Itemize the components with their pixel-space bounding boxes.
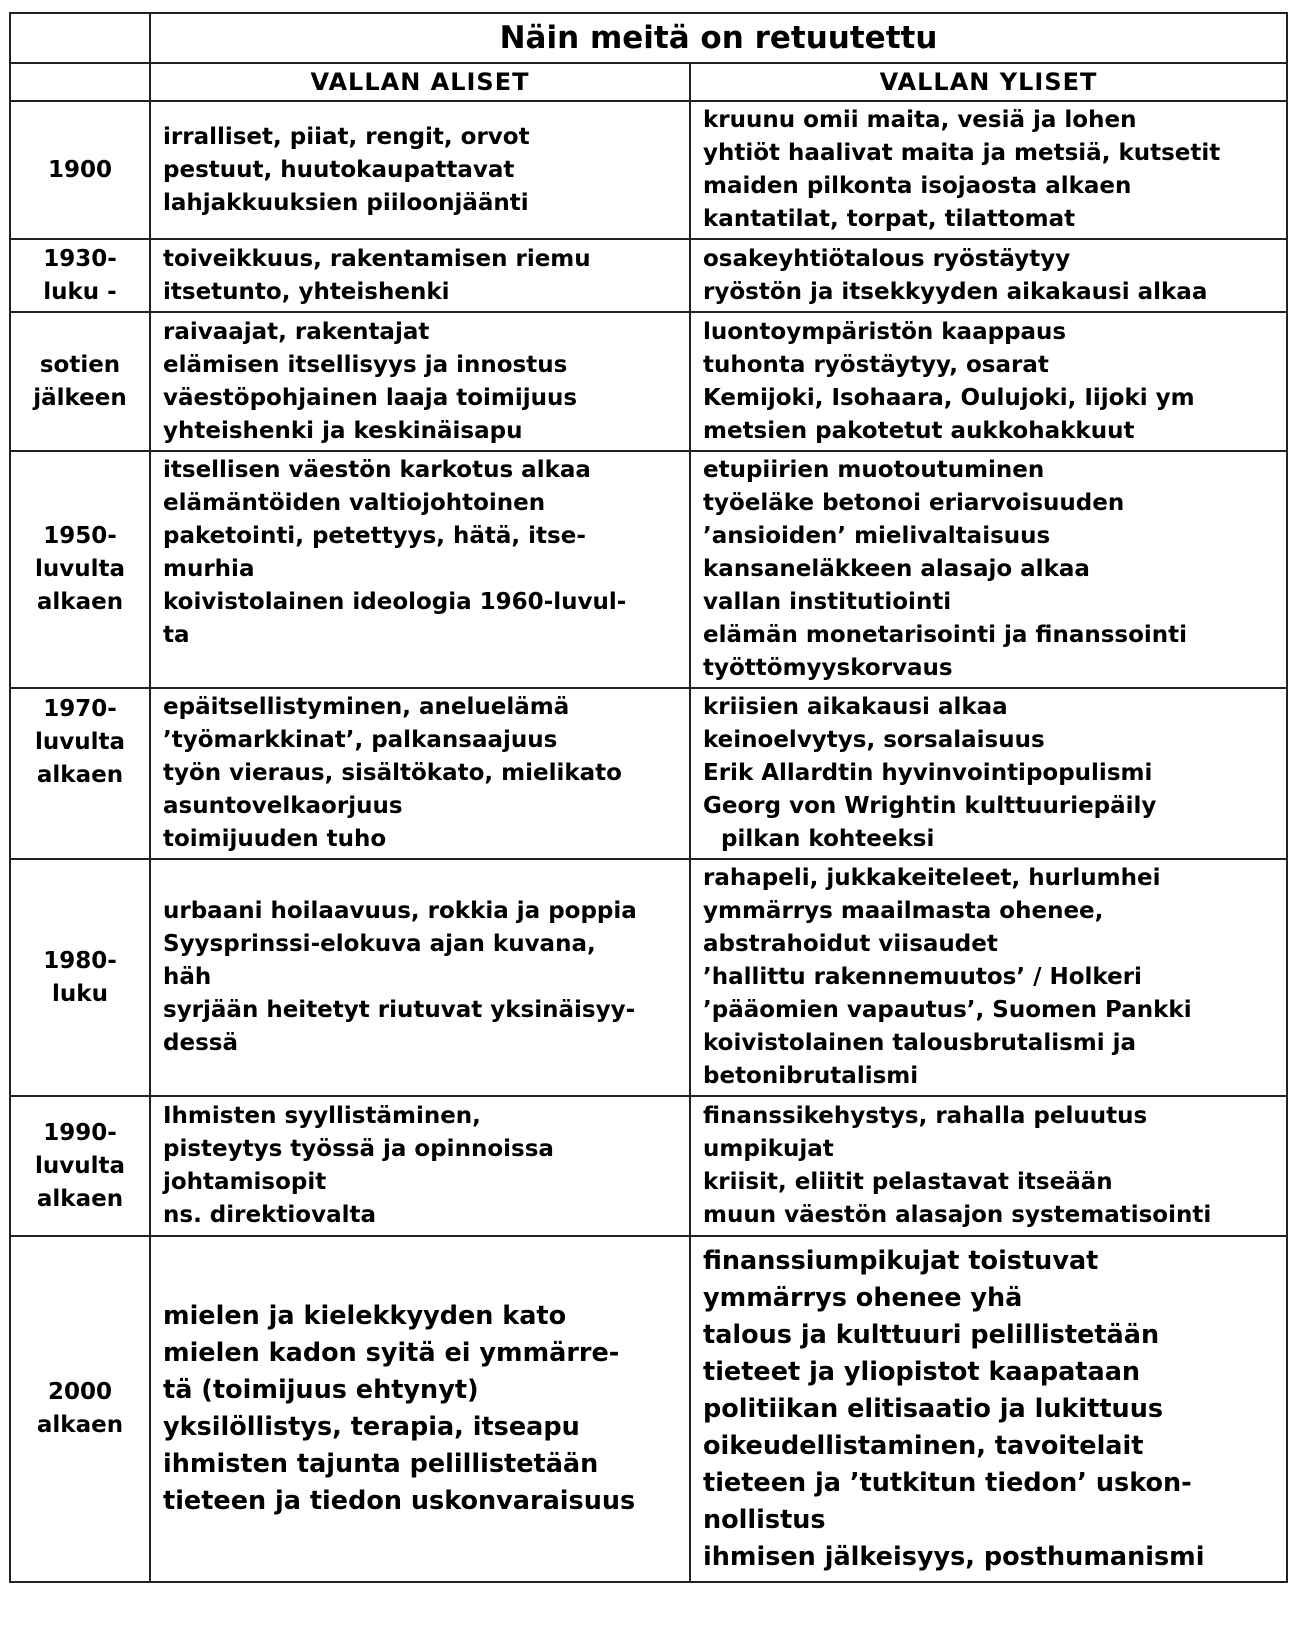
table-title: Näin meitä on retuutettu [150,13,1287,63]
period-line: alkaen [36,1412,124,1438]
period-cell [10,859,150,1096]
table-row [10,1236,1287,1582]
table-row [10,312,1287,451]
aliset-cell [150,451,690,688]
yliset-line: muun väestön alasajon systematisointi [703,1202,1212,1228]
aliset-line: yhteishenki ja keskinäisapu [163,417,523,444]
aliset-line: elämäntöiden valtiojohtoinen [163,490,546,516]
period-line: alkaen [36,589,124,615]
period-line: luku [52,980,108,1007]
period-line: 1950- [43,523,117,549]
period-cell [10,451,150,688]
period-cell [10,1096,150,1236]
yliset-line: ihmisen jälkeisyys, posthumanismi [703,1541,1205,1572]
title-row [10,13,1287,63]
period-line: alkaen [36,1185,124,1212]
aliset-line: ta [163,622,190,648]
aliset-line: yksilöllistys, terapia, itseapu [163,1412,580,1442]
aliset-cell [150,101,690,239]
period-line: 1900 [47,156,112,183]
aliset-line: irralliset, piiat, rengit, orvot [163,123,530,150]
yliset-line: ’hallittu rakennemuutos’ / Holkeri [703,964,1142,990]
aliset-line: väestöpohjainen laaja toimijuus [163,384,578,411]
aliset-line: tieteen ja tiedon uskonvaraisuus [163,1486,636,1516]
table-row [10,451,1287,688]
yliset-cell [690,1236,1287,1582]
period-line: 1970- [43,696,117,722]
yliset-line: luontoympäristön kaappaus [703,318,1067,345]
aliset-line: pestuut, huutokaupattavat [163,156,515,183]
yliset-line: vallan institutiointi [703,589,952,615]
yliset-line: työeläke betonoi eriarvoisuuden [703,490,1125,516]
header-row [10,63,1287,101]
yliset-line: ymmärrys maailmasta ohenee, [703,898,1104,924]
yliset-line: umpikujat [703,1136,834,1162]
aliset-line: syrjään heitetyt riutuvat yksinäisyy- [163,997,636,1023]
yliset-line: rahapeli, jukkakeiteleet, hurlumhei [703,865,1161,891]
period-line: luvulta [34,1152,126,1179]
table-row [10,239,1287,312]
aliset-line: Syysprinssi-elokuva ajan kuvana, [163,931,596,957]
aliset-line: dessä [163,1030,238,1056]
period-line: 1980- [43,947,117,974]
yliset-line: maiden pilkonta isojaosta alkaen [703,173,1132,199]
aliset-line: pisteytys työssä ja opinnoissa [163,1136,554,1162]
period-line: 2000 [47,1379,112,1405]
yliset-line: ’ansioiden’ mielivaltaisuus [703,523,1051,549]
period-line: luvulta [34,556,126,582]
yliset-line: betonibrutalismi [703,1063,919,1089]
yliset-line: osakeyhtiötalous ryöstäytyy [703,245,1071,272]
aliset-line: toiveikkuus, rakentamisen riemu [163,245,591,272]
yliset-line: tieteen ja ’tutkitun tiedon’ uskon- [703,1467,1192,1498]
aliset-line: murhia [163,556,255,582]
yliset-line: nollistus [703,1504,826,1535]
yliset-line: kriisit, eliitit pelastavat itseään [703,1169,1113,1195]
yliset-cell [690,1096,1287,1236]
aliset-line: lahjakkuuksien piiloonjäänti [163,189,529,216]
yliset-line: työttömyyskorvaus [703,655,953,681]
aliset-line: toimijuuden tuho [163,826,387,852]
yliset-line: Kemijoki, Isohaara, Oulujoki, Iijoki ym [703,384,1195,411]
yliset-line: kruunu omii maita, vesiä ja lohen [703,107,1137,133]
yliset-line: finanssikehystys, rahalla peluutus [703,1103,1148,1129]
aliset-line: Ihmisten syyllistäminen, [163,1103,481,1129]
yliset-line: etupiirien muotoutuminen [703,457,1045,483]
period-cell [10,312,150,451]
yliset-line: Georg von Wrightin kulttuuriepäily [703,793,1157,819]
aliset-line: häh [163,964,212,990]
aliset-cell [150,688,690,859]
yliset-line: koivistolainen talousbrutalismi ja [703,1030,1137,1056]
aliset-line: urbaani hoilaavuus, rokkia ja poppia [163,898,637,924]
aliset-cell [150,239,690,312]
aliset-cell [150,1236,690,1582]
period-cell [10,101,150,239]
corner-cell [10,13,150,63]
aliset-cell [150,1096,690,1236]
yliset-cell [690,451,1287,688]
aliset-line: mielen ja kielekkyyden kato [163,1301,567,1331]
comparison-table [9,12,1288,1583]
aliset-line: itsellisen väestön karkotus alkaa [163,457,591,483]
period-line: luku - [43,278,117,305]
yliset-cell [690,101,1287,239]
yliset-line: keinoelvytys, sorsalaisuus [703,727,1045,753]
aliset-cell [150,859,690,1096]
header-vallan-yliset: VALLAN YLISET [690,63,1287,101]
period-line: luvulta [34,729,126,755]
period-cell [10,688,150,859]
aliset-line: mielen kadon syitä ei ymmärre- [163,1338,620,1368]
yliset-line: kantatilat, torpat, tilattomat [703,206,1076,232]
period-line: sotien [39,351,121,378]
period-line: alkaen [36,762,124,788]
yliset-line: ’pääomien vapautus’, Suomen Pankki [703,997,1192,1023]
yliset-line: tieteet ja yliopistot kaapataan [703,1356,1141,1387]
yliset-line: oikeudellistaminen, tavoitelait [703,1430,1144,1461]
aliset-line: ns. direktiovalta [163,1202,376,1228]
yliset-line: elämän monetarisointi ja finanssointi [703,622,1188,648]
aliset-line: itsetunto, yhteishenki [163,278,450,305]
yliset-cell [690,859,1287,1096]
period-cell [10,1236,150,1582]
yliset-cell [690,312,1287,451]
aliset-line: johtamisopit [163,1169,327,1195]
period-line: 1990- [43,1119,117,1146]
yliset-line: finanssiumpikujat toistuvat [703,1245,1099,1276]
yliset-line: kansaneläkkeen alasajo alkaa [703,556,1090,582]
period-cell [10,239,150,312]
yliset-line: pilkan kohteeksi [721,826,935,852]
corner-cell [10,63,150,101]
aliset-line: koivistolainen ideologia 1960-luvul- [163,589,627,615]
aliset-line: elämisen itsellisyys ja innostus [163,351,568,378]
aliset-line: työn vieraus, sisältökato, mielikato [163,760,622,786]
table-row [10,1096,1287,1236]
yliset-cell [690,239,1287,312]
aliset-line: tä (toimijuus ehtynyt) [163,1375,479,1405]
yliset-line: talous ja kulttuuri pelillistetään [703,1319,1160,1350]
yliset-line: ryöstön ja itsekkyyden aikakausi alkaa [703,278,1208,305]
yliset-line: politiikan elitisaatio ja lukittuus [703,1393,1164,1424]
yliset-line: Erik Allardtin hyvinvointipopulismi [703,760,1153,786]
yliset-line: ymmärrys ohenee yhä [703,1282,1023,1313]
yliset-line: kriisien aikakausi alkaa [703,694,1008,720]
aliset-line: ’työmarkkinat’, palkansaajuus [163,727,558,753]
yliset-line: metsien pakotetut aukkohakkuut [703,417,1135,444]
aliset-line: epäitsellistyminen, aneluelämä [163,694,570,720]
aliset-line: raivaajat, rakentajat [163,318,430,345]
table-row [10,101,1287,239]
aliset-line: asuntovelkaorjuus [163,793,403,819]
aliset-line: paketointi, petettyys, hätä, itse- [163,523,586,549]
period-line: jälkeen [33,384,127,411]
yliset-cell [690,688,1287,859]
period-line: 1930- [43,245,117,272]
yliset-line: tuhonta ryöstäytyy, osarat [703,351,1049,378]
table-row [10,859,1287,1096]
aliset-cell [150,312,690,451]
aliset-line: ihmisten tajunta pelillistetään [163,1449,599,1479]
yliset-line: yhtiöt haalivat maita ja metsiä, kutsetit [703,140,1221,166]
header-vallan-aliset: VALLAN ALISET [150,63,690,101]
table-row [10,688,1287,859]
yliset-line: abstrahoidut viisaudet [703,931,998,957]
